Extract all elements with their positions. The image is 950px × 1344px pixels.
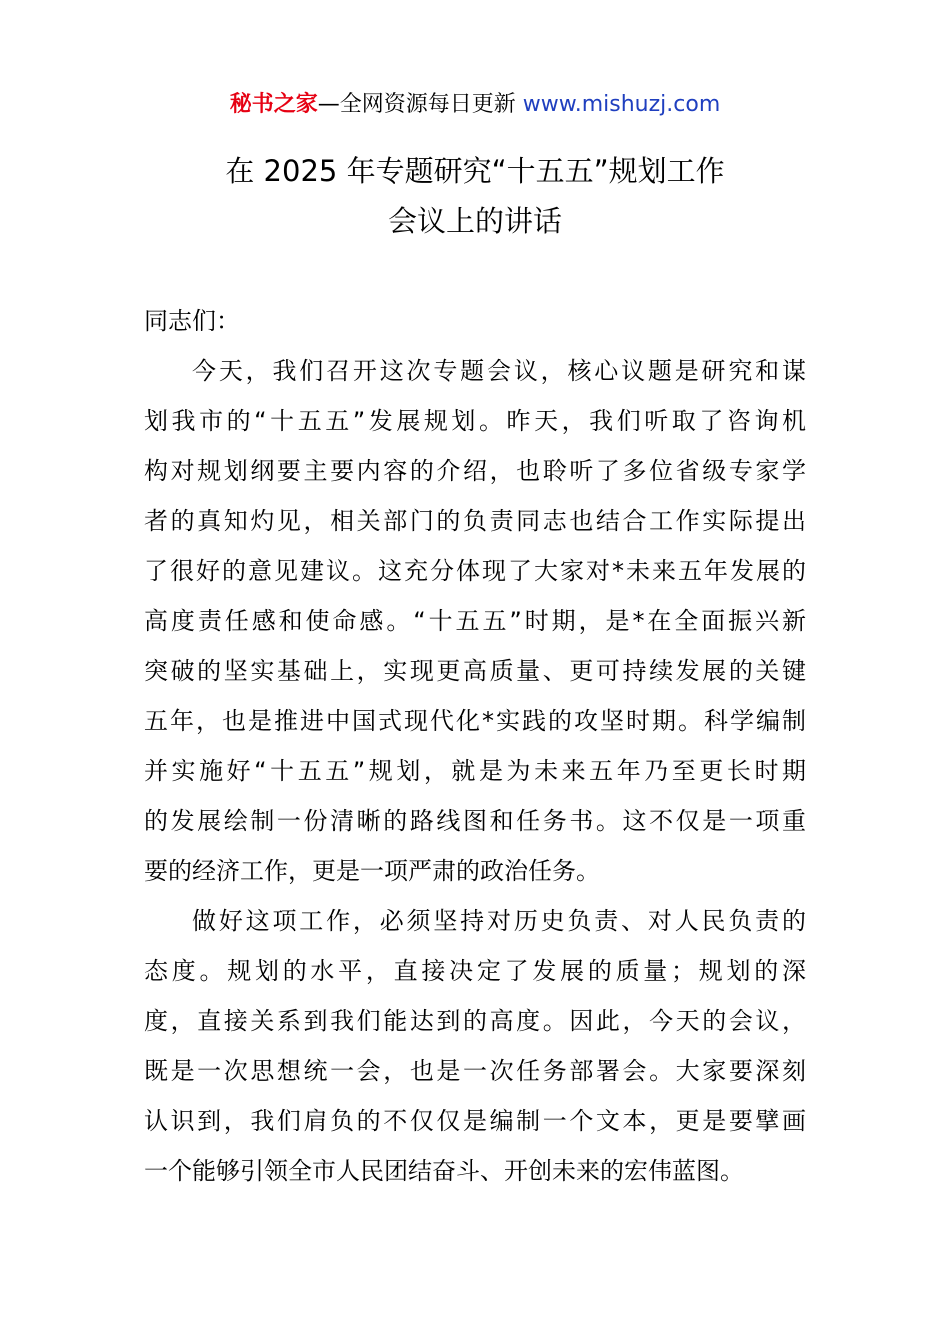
paragraph-2: [144, 896, 806, 1196]
salutation: 同志们：: [144, 307, 240, 335]
paragraph-line: 做好这项工作，必须坚持对历史负责、对人民负责的: [192, 907, 806, 935]
paragraph-line: 度，直接关系到我们能达到的高度。因此，今天的会议，: [144, 1007, 806, 1035]
paragraph-line: 划我市的“十五五”发展规划。昨天，我们听取了咨询机: [144, 407, 806, 435]
paragraph-line: 认识到，我们肩负的不仅仅是编制一个文本，更是要擘画: [144, 1107, 806, 1135]
paragraph-line: 构对规划纲要主要内容的介绍，也聆听了多位省级专家学: [144, 457, 806, 485]
document-title: [0, 146, 950, 246]
title-line-2: 会议上的讲话: [387, 204, 562, 238]
paragraph-line: 要的经济工作，更是一项严肃的政治任务。: [144, 857, 600, 885]
paragraph-line: 一个能够引领全市人民团结奋斗、开创未来的宏伟蓝图。: [144, 1157, 744, 1185]
site-brand: 秘书之家: [229, 92, 318, 117]
paragraph-line: 者的真知灼见，相关部门的负责同志也结合工作实际提出: [144, 507, 806, 535]
title-line-1: 在 2025 年专题研究“十五五”规划工作: [225, 154, 725, 188]
paragraph-line: 突破的坚实基础上，实现更高质量、更可持续发展的关键: [144, 657, 806, 685]
paragraph-line: 高度责任感和使命感。“十五五”时期，是*在全面振兴新: [144, 607, 806, 635]
paragraph-line: 了很好的意见建议。这充分体现了大家对*未来五年发展的: [144, 557, 806, 585]
paragraph-line: 并实施好“十五五”规划，就是为未来五年乃至更长时期: [144, 757, 806, 785]
paragraph-line: 既是一次思想统一会，也是一次任务部署会。大家要深刻: [144, 1057, 806, 1085]
site-header: [0, 88, 950, 122]
site-url-link[interactable]: www.mishuzj.com: [522, 92, 721, 117]
paragraph-line: 的发展绘制一份清晰的路线图和任务书。这不仅是一项重: [144, 807, 806, 835]
paragraph-line: 今天，我们召开这次专题会议，核心议题是研究和谋: [192, 357, 806, 385]
site-tagline: —全网资源每日更新: [317, 92, 516, 117]
paragraph-line: 五年，也是推进中国式现代化*实践的攻坚时期。科学编制: [144, 707, 806, 735]
document-body: [144, 346, 806, 1196]
paragraph-1: [144, 346, 806, 896]
paragraph-line: 态度。规划的水平，直接决定了发展的质量；规划的深: [144, 957, 806, 985]
